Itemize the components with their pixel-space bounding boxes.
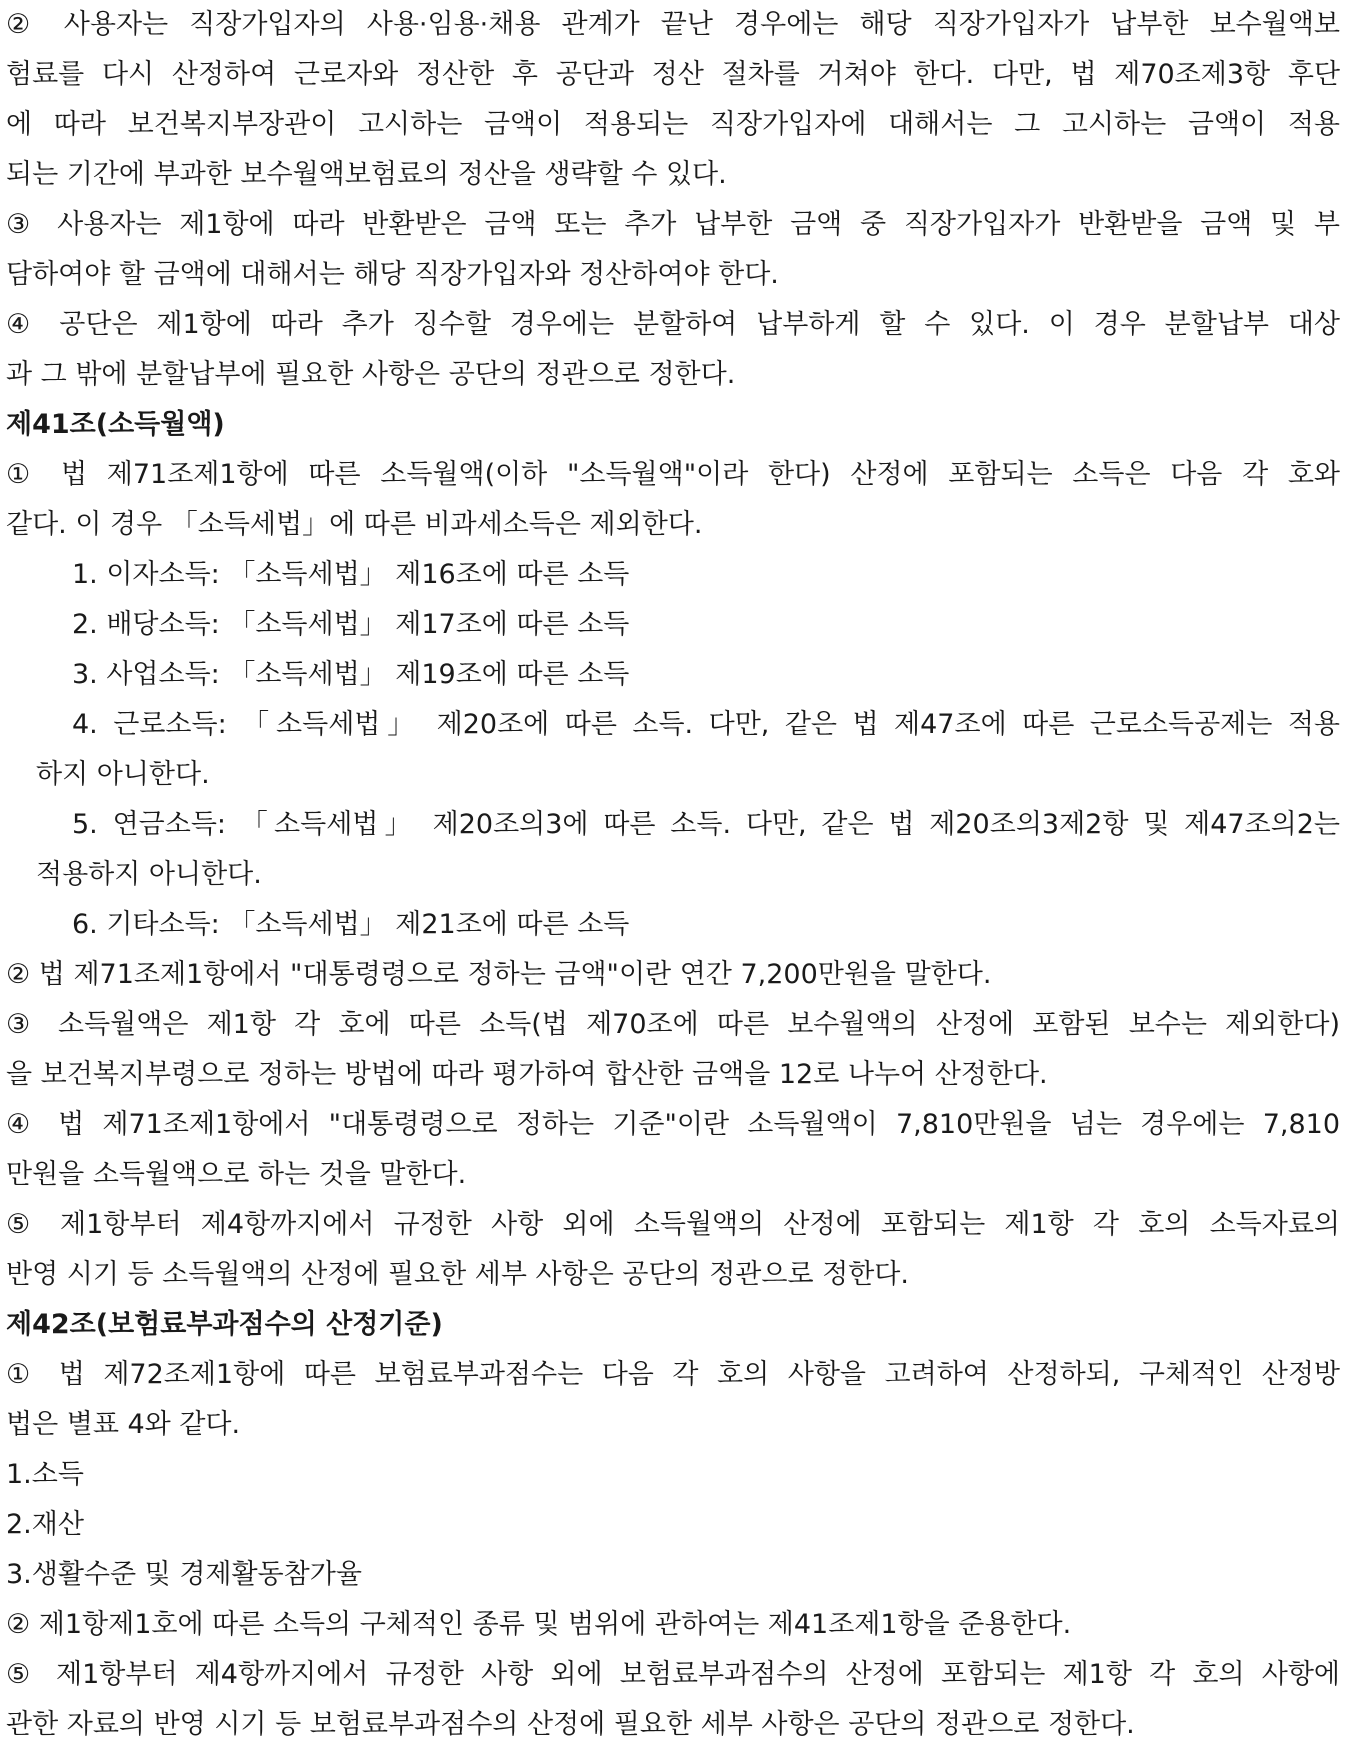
text-line: 관한 자료의 반영 시기 등 보험료부과점수의 산정에 필요한 세부 사항은 공단의 정관으로 정한다.	[6, 1709, 1135, 1740]
text-line: 법은 별표 4와 같다.	[6, 1409, 241, 1440]
text-line: ⑤ 제1항부터 제4항까지에서 규정한 사항 외에 보험료부과점수의 산정에 포함되는 제1항 각 호의 사항에	[6, 1659, 1340, 1690]
list-item: 2.재산	[6, 1509, 84, 1540]
text-line: ⑤ 제1항부터 제4항까지에서 규정한 사항 외에 소득월액의 산정에 포함되는 제1항 각 호의 소득자료의	[6, 1209, 1340, 1240]
article-heading: 제41조(소득월액)	[6, 409, 225, 440]
text-line: ③ 사용자는 제1항에 따라 반환받은 금액 또는 추가 납부한 금액 중 직장가입자가 반환받을 금액 및 부	[6, 209, 1340, 240]
text-line: 반영 시기 등 소득월액의 산정에 필요한 세부 사항은 공단의 정관으로 정한다.	[6, 1259, 909, 1290]
text-line: 담하여야 할 금액에 대해서는 해당 직장가입자와 정산하여야 한다.	[6, 259, 779, 290]
text-line: ② 제1항제1호에 따른 소득의 구체적인 종류 및 범위에 관하여는 제41조제1항을 준용한다.	[6, 1609, 1072, 1640]
text-line: 과 그 밖에 분할납부에 필요한 사항은 공단의 정관으로 정한다.	[6, 359, 736, 390]
list-item-continuation: 적용하지 아니한다.	[36, 859, 262, 890]
text-line: ② 법 제71조제1항에서 "대통령령으로 정하는 금액"이란 연간 7,200만원을 말한다.	[6, 959, 992, 990]
text-line: 만원을 소득월액으로 하는 것을 말한다.	[6, 1159, 467, 1190]
text-line: 에 따라 보건복지부장관이 고시하는 금액이 적용되는 직장가입자에 대해서는 그 고시하는 금액이 적용	[6, 109, 1340, 140]
text-line: 같다. 이 경우 「소득세법」에 따른 비과세소득은 제외한다.	[6, 509, 703, 540]
list-item: 3.생활수준 및 경제활동참가율	[6, 1559, 362, 1590]
list-item: 1.소득	[6, 1459, 84, 1490]
text-line: ④ 법 제71조제1항에서 "대통령령으로 정하는 기준"이란 소득월액이 7,810만원을 넘는 경우에는 7,810	[6, 1109, 1340, 1140]
text-line: ① 법 제72조제1항에 따른 보험료부과점수는 다음 각 호의 사항을 고려하여 산정하되, 구체적인 산정방	[6, 1359, 1340, 1390]
text-line: 되는 기간에 부과한 보수월액보험료의 정산을 생략할 수 있다.	[6, 159, 727, 190]
article-heading: 제42조(보험료부과점수의 산정기준)	[6, 1309, 443, 1340]
list-item: 4. 근로소득: 「소득세법」 제20조에 따른 소득. 다만, 같은 법 제47조에 따른 근로소득공제는 적용	[72, 709, 1340, 740]
list-item-continuation: 하지 아니한다.	[36, 759, 210, 790]
list-item: 3. 사업소득: 「소득세법」 제19조에 따른 소득	[72, 659, 630, 690]
text-line: 을 보건복지부령으로 정하는 방법에 따라 평가하여 합산한 금액을 12로 나누어 산정한다.	[6, 1059, 1048, 1090]
text-line: ③ 소득월액은 제1항 각 호에 따른 소득(법 제70조에 따른 보수월액의 산정에 포함된 보수는 제외한다)	[6, 1009, 1340, 1040]
text-line: ④ 공단은 제1항에 따라 추가 징수할 경우에는 분할하여 납부하게 할 수 있다. 이 경우 분할납부 대상	[6, 309, 1340, 340]
list-item: 6. 기타소득: 「소득세법」 제21조에 따른 소득	[72, 909, 630, 940]
list-item: 2. 배당소득: 「소득세법」 제17조에 따른 소득	[72, 609, 630, 640]
list-item: 1. 이자소득: 「소득세법」 제16조에 따른 소득	[72, 559, 630, 590]
text-line: ② 사용자는 직장가입자의 사용·임용·채용 관계가 끝난 경우에는 해당 직장가입자가 납부한 보수월액보	[6, 9, 1340, 40]
text-line: 험료를 다시 산정하여 근로자와 정산한 후 공단과 정산 절차를 거쳐야 한다. 다만, 법 제70조제3항 후단	[6, 59, 1340, 90]
text-line: ① 법 제71조제1항에 따른 소득월액(이하 "소득월액"이라 한다) 산정에 포함되는 소득은 다음 각 호와	[6, 459, 1340, 490]
list-item: 5. 연금소득: 「소득세법」 제20조의3에 따른 소득. 다만, 같은 법 제20조의3제2항 및 제47조의2는	[72, 809, 1340, 840]
